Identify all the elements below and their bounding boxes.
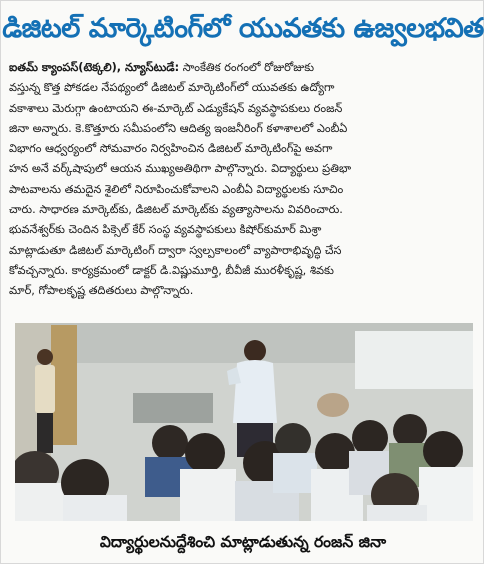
photo-caption: విద్యార్థులనుద్దేశించి మాట్లాడుతున్న రంజన్ జినా: [99, 533, 387, 551]
article-line-6: హన అనే వర్క్‌షాపులో ఆయన ముఖ్యఅతిథిగా పాల్గొన్నారు. విద్యార్థులు ప్రతిభా: [9, 162, 352, 176]
photo-board: [133, 393, 213, 423]
headline: డిజిటల్ మార్కెటింగ్‌లో యువతకు ఉజ్వలభవిత: [2, 13, 484, 44]
photo-person-legs: [37, 413, 53, 453]
photo-screen: [355, 331, 473, 389]
article-line-3: వకాశాలు మెరుగ్గా ఉంటాయని ఈ-మార్కెట్ ఎడ్యుకేషన్ వ్యవస్థాపకులు రంజన్: [9, 101, 343, 115]
news-photo-illustration: [15, 323, 473, 521]
article-body: [9, 58, 477, 302]
article-line-1: ఐతమ్ క్యాంపస్(టెక్కలి), న్యూస్‌టుడే: సాంకేతిక రంగంలో రోజురోజుకు: [9, 61, 315, 74]
article-line-8: చారు. సాధారణ మార్కెట్‌కు, డిజిటల్ మార్కెట్‌కు వ్యత్యాసాలను వివరించారు.: [9, 203, 343, 217]
article-line-10: మాట్లాడుతూ డిజిటల్ మార్కెటింగ్ ద్వారా స్వల్పకాలంలో వ్యాపారాభివృద్ధి చేస: [9, 243, 342, 257]
article-line-12: మార్, గోపాలకృష్ణ తదితరులు పాల్గొన్నారు.: [9, 284, 194, 298]
article-line-5: విభాగం ఆధ్వర్యంలో సోమవారం నిర్వహించిన డిజిటల్ మార్కెటింగ్‌పై అవగా: [9, 142, 333, 156]
article-line-4: జినా అన్నారు. కె.కొత్తూరు సమీపంలోని ఆదిత్య ఇంజనీరింగ్ కళాశాలలో ఎంబీఏ: [9, 121, 348, 135]
article-line-7: పాటవాలను తమదైన శైలిలో నిరూపించుకోవాలని ఎంబీఏ విద్యార్థులకు సూచిం: [9, 182, 344, 196]
article-line-9: భువనేశ్వర్‌కు చెందిన పిక్సెల్ కేర్ సంస్థ వ్యవస్థాపకులు కిషోర్‌కుమార్ మిశ్రా: [9, 223, 322, 237]
photo-person-standing: [35, 365, 55, 413]
photo-speaker-shirt: [233, 360, 277, 423]
dateline: ఐతమ్ క్యాంపస్(టెక్కలి), న్యూస్‌టుడే:: [9, 61, 180, 74]
photo-person-head: [37, 349, 53, 365]
article-line-2: వస్తున్న కొత్త పోకడల నేపథ్యంలో డిజిటల్ మార్కెటింగ్‌లో యువతకు ఉద్యోగా: [9, 81, 335, 95]
photo-speaker-head: [244, 340, 266, 362]
article-line-11: కోవచ్చన్నారు. కార్యక్రమంలో డాక్టర్ డి.విష్ణుమూర్తి, బీవీజీ మురళీకృష్ణ, శివకు: [9, 263, 334, 277]
news-photo: [15, 323, 473, 521]
